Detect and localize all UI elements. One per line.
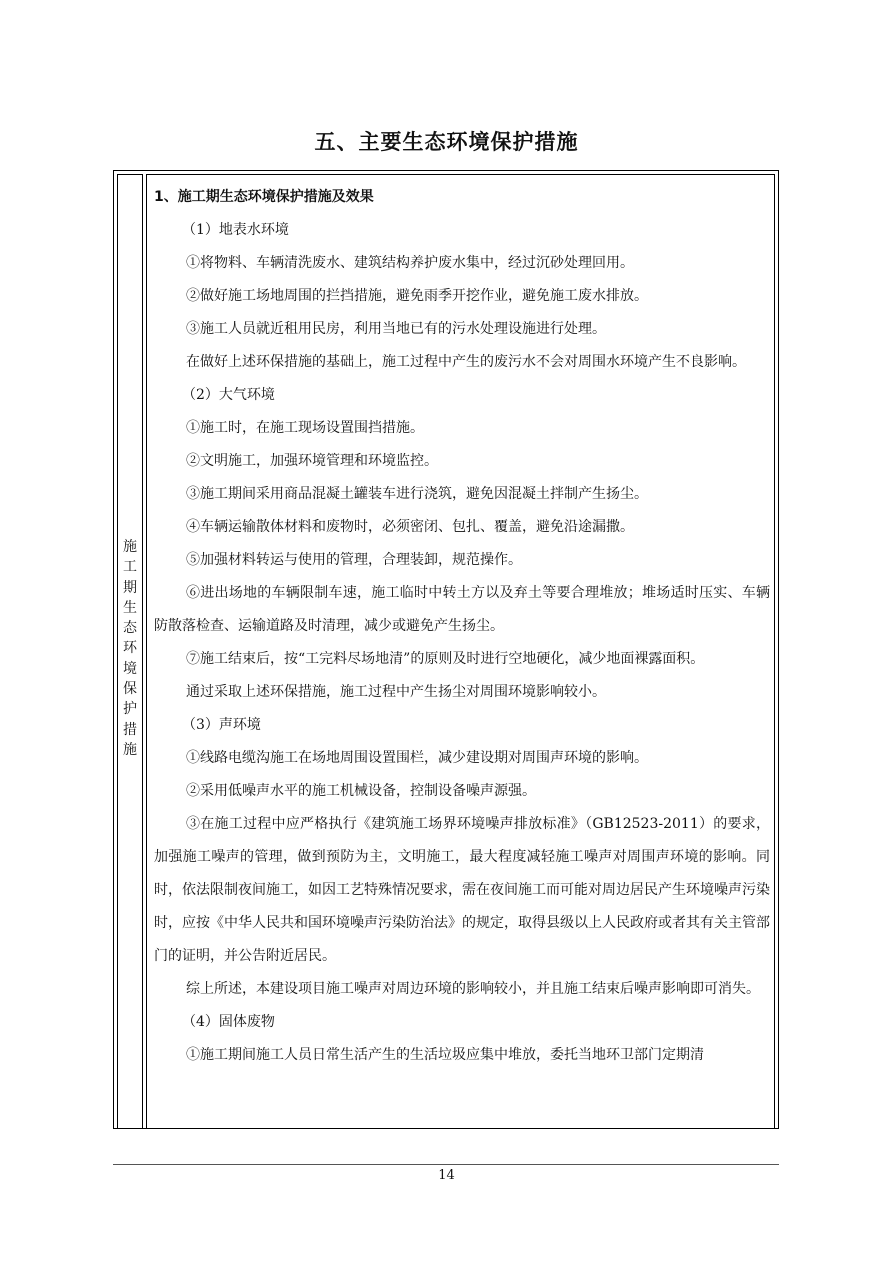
row-label-construction-period <box>117 537 143 760</box>
side-label-char: 措 <box>123 721 137 738</box>
paragraph: （3）声环境 <box>182 717 261 733</box>
side-label-char: 境 <box>123 660 137 677</box>
paragraph: ④车辆运输散体材料和废物时，必须密闭、包扎、覆盖，避免沿途漏撒。 <box>186 519 634 535</box>
paragraph: （1）地表水环境 <box>182 222 289 238</box>
table-top-rule <box>146 174 775 175</box>
side-label-char: 态 <box>123 620 137 637</box>
paragraph: ③施工期间采用商品混凝土罐装车进行浇筑，避免因混凝土拌制产生扬尘。 <box>186 486 648 502</box>
measures-table <box>113 170 779 1129</box>
section-heading: 1、施工期生态环境保护措施及效果 <box>154 189 374 205</box>
page-title: 五、主要生态环境保护措施 <box>314 130 579 154</box>
paragraph: ①施工期间施工人员日常生活产生的生活垃圾应集中堆放，委托当地环卫部门定期清 <box>186 1047 704 1063</box>
side-label-char: 期 <box>123 579 137 596</box>
paragraph: ⑤加强材料转运与使用的管理，合理装卸，规范操作。 <box>186 552 522 568</box>
paragraph: ⑥进出场地的车辆限制车速，施工临时中转土方以及弃土等要合理堆放；堆场适时压实、车辆防散落检查、运输道路及时清理，减少或避免产生扬尘。 <box>154 585 770 634</box>
paragraph: ①线路电缆沟施工在场地周围设置围栏，减少建设期对周围声环境的影响。 <box>186 750 648 766</box>
paragraph-list <box>154 214 770 1072</box>
side-label-char: 施 <box>123 741 137 758</box>
paragraph: 在做好上述环保措施的基础上，施工过程中产生的废污水不会对周围水环境产生不良影响。 <box>186 354 746 370</box>
side-label-char: 环 <box>123 640 137 657</box>
side-label-char: 工 <box>123 559 137 576</box>
paragraph: ②文明施工，加强环境管理和环境监控。 <box>186 453 438 469</box>
side-label-char: 生 <box>123 599 137 616</box>
paragraph: ③在施工过程中应严格执行《建筑施工场界环境噪声排放标准》（GB12523-2011）的要求，加强施工噪声的管理，做到预防为主，文明施工，最大程度减轻施工噪声对周围声环境的影响。同时，依法限制夜间施工，如因工艺特殊情况要求，需在夜间施工而可能对周边居民产生环境噪声污染时，应按《中华人民共和国环境噪声污染防治法》的规定，取得县级以上人民政府或者其有关主管部门的证明，并公告附近居民。 <box>154 816 770 964</box>
right-frame-rule <box>774 174 775 1128</box>
column-divider <box>146 174 147 1128</box>
paragraph: （2）大气环境 <box>182 387 275 403</box>
table-content-cell <box>154 181 770 1072</box>
paragraph: ②采用低噪声水平的施工机械设备，控制设备噪声源强。 <box>186 783 536 799</box>
paragraph: 综上所述，本建设项目施工噪声对周边环境的影响较小，并且施工结束后噪声影响即可消失。 <box>186 981 760 997</box>
paragraph: ①将物料、车辆清洗废水、建筑结构养护废水集中，经过沉砂处理回用。 <box>186 255 634 271</box>
paragraph: ③施工人员就近租用民房，利用当地已有的污水处理设施进行处理。 <box>186 321 606 337</box>
side-label-char: 护 <box>123 701 137 718</box>
paragraph: ①施工时，在施工现场设置围挡措施。 <box>186 420 424 436</box>
paragraph: 通过采取上述环保措施，施工过程中产生扬尘对周围环境影响较小。 <box>186 684 606 700</box>
page-number: 14 <box>438 1168 455 1183</box>
side-label-char: 保 <box>123 681 137 698</box>
paragraph: （4）固体废物 <box>182 1014 275 1030</box>
side-label-char: 施 <box>123 539 137 555</box>
paragraph: ⑦施工结束后，按“工完料尽场地清”的原则及时进行空地硬化，减少地面裸露面积。 <box>186 651 705 667</box>
paragraph: ②做好施工场地周围的拦挡措施，避免雨季开挖作业，避免施工废水排放。 <box>186 288 648 304</box>
footer-rule <box>113 1164 779 1165</box>
